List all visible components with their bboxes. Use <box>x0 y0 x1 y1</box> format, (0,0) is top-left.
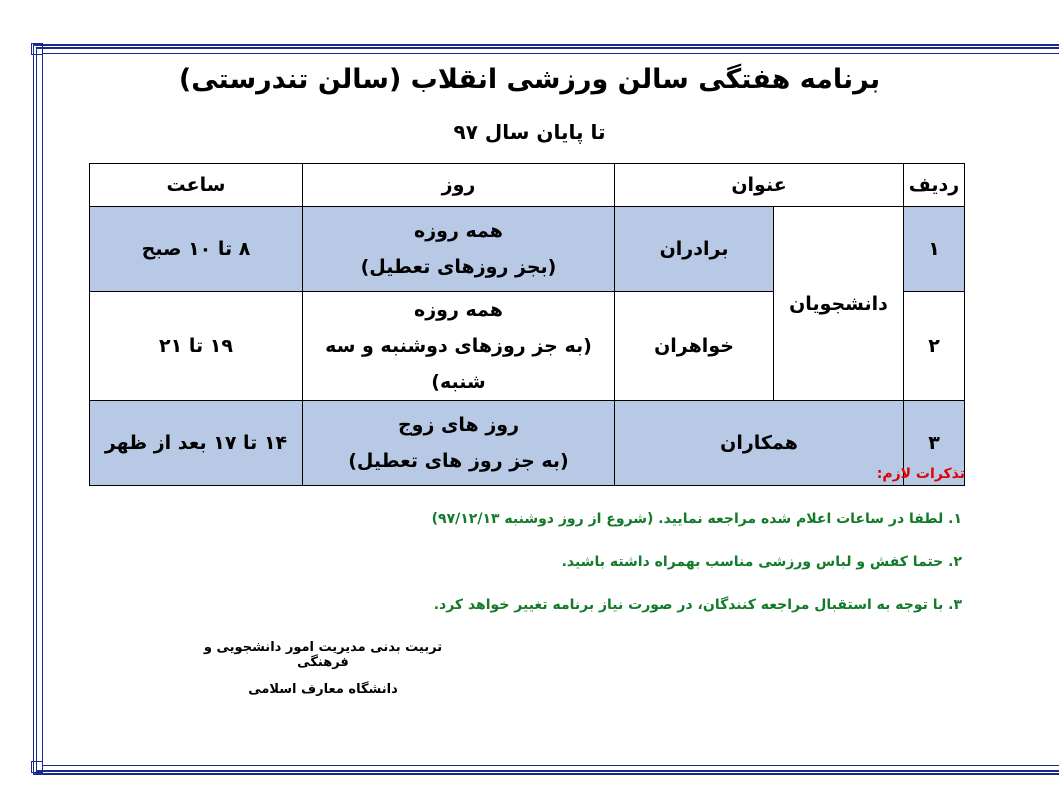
row-subject: همکاران <box>615 401 904 486</box>
header-subject: عنوان <box>615 164 904 207</box>
row-number: ۲ <box>904 292 965 401</box>
row-day-line1: همه روزه <box>414 299 503 321</box>
row-day <box>303 292 615 401</box>
header-row-no: ردیف <box>904 164 965 207</box>
group-students: دانشجویان <box>774 207 904 401</box>
note-item-1: ۱. لطفا در ساعات اعلام شده مراجعه نمایید. (شروع از روز دوشنبه ۹۷/۱۲/۱۳) <box>431 511 962 527</box>
row-day <box>303 207 615 292</box>
page-title: برنامه هفتگی سالن ورزشی انقلاب (سالن تندرستی) <box>178 64 881 95</box>
row-day-line2: (بجز روزهای تعطیل) <box>360 256 557 278</box>
table-row <box>90 401 965 486</box>
row-subject: برادران <box>615 207 774 292</box>
row-day-line1: روز های زوج <box>397 414 520 436</box>
note-item-3: ۳. با توجه به استقبال مراجعه کنندگان، در صورت نیاز برنامه تغییر خواهد کرد. <box>433 597 962 613</box>
row-hour: ۸ تا ۱۰ صبح <box>90 207 303 292</box>
table-row <box>90 207 965 292</box>
row-number: ۱ <box>904 207 965 292</box>
row-hour: ۱۹ تا ۲۱ <box>90 292 303 401</box>
row-day-line1: همه روزه <box>414 220 503 242</box>
note-item-2: ۲. حتما کفش و لباس ورزشی مناسب بهمراه داشته باشید. <box>561 554 962 570</box>
notes-title: تذکرات لازم: <box>876 466 965 482</box>
corner-mark-bottom <box>31 761 43 773</box>
row-number: ۳ <box>904 401 965 486</box>
corner-mark-top <box>31 43 43 55</box>
row-subject: خواهران <box>615 292 774 401</box>
signature-university: دانشگاه معارف اسلامی <box>248 682 398 697</box>
row-day <box>303 401 615 486</box>
row-day-line2: (به جز روزهای دوشنبه و سه شنبه) <box>325 335 592 393</box>
schedule-table <box>89 163 965 486</box>
signature-department: تربیت بدنی مدیریت امور دانشجویی و فرهنگی <box>203 640 443 670</box>
row-hour: ۱۴ تا ۱۷ بعد از ظهر <box>90 401 303 486</box>
row-day-line2: (به جز روز های تعطیل) <box>348 450 569 472</box>
header-day: روز <box>303 164 615 207</box>
table-header-row <box>90 164 965 207</box>
page-subtitle: تا پایان سال ۹۷ <box>453 120 606 144</box>
header-hour: ساعت <box>90 164 303 207</box>
